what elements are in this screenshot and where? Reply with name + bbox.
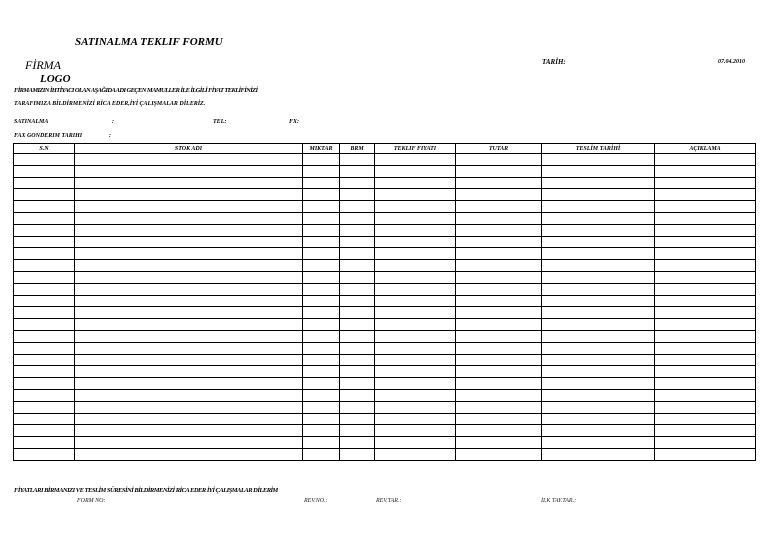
col-header-quantity: MIKTAR xyxy=(303,144,340,154)
table-cell[interactable] xyxy=(75,236,303,248)
table-cell[interactable] xyxy=(375,236,456,248)
table-cell[interactable] xyxy=(14,165,75,177)
table-cell[interactable] xyxy=(75,401,303,413)
table-cell[interactable] xyxy=(456,295,542,307)
table-cell[interactable] xyxy=(14,378,75,390)
table-cell[interactable] xyxy=(303,413,340,425)
table-cell[interactable] xyxy=(456,224,542,236)
table-cell[interactable] xyxy=(375,189,456,201)
table-cell[interactable] xyxy=(75,260,303,272)
table-row xyxy=(14,295,756,307)
table-cell[interactable] xyxy=(14,177,75,189)
table-row xyxy=(14,319,756,331)
form-no-label: FORM NO: xyxy=(77,498,106,504)
table-cell[interactable] xyxy=(655,413,756,425)
table-cell[interactable] xyxy=(340,425,375,437)
table-cell[interactable] xyxy=(340,154,375,166)
col-header-sn: S.N xyxy=(14,144,75,154)
table-cell[interactable] xyxy=(542,283,655,295)
table-cell[interactable] xyxy=(655,342,756,354)
table-cell[interactable] xyxy=(303,189,340,201)
table-cell[interactable] xyxy=(655,236,756,248)
table-cell[interactable] xyxy=(340,378,375,390)
table-cell[interactable] xyxy=(655,319,756,331)
table-cell[interactable] xyxy=(75,154,303,166)
table-cell[interactable] xyxy=(655,212,756,224)
table-row xyxy=(14,330,756,342)
table-row xyxy=(14,413,756,425)
table-cell[interactable] xyxy=(375,271,456,283)
table-cell[interactable] xyxy=(303,236,340,248)
table-cell[interactable] xyxy=(303,319,340,331)
table-cell[interactable] xyxy=(303,271,340,283)
table-cell[interactable] xyxy=(303,330,340,342)
table-cell[interactable] xyxy=(542,437,655,449)
table-cell[interactable] xyxy=(456,342,542,354)
fax-date-label: FAX GONDERIM TARIHI xyxy=(14,133,83,139)
table-row xyxy=(14,177,756,189)
table-cell[interactable] xyxy=(340,319,375,331)
col-header-offer-price: TEKLIF FIYATI xyxy=(375,144,456,154)
table-cell[interactable] xyxy=(75,271,303,283)
table-cell[interactable] xyxy=(75,307,303,319)
table-cell[interactable] xyxy=(303,307,340,319)
table-cell[interactable] xyxy=(375,378,456,390)
table-cell[interactable] xyxy=(542,448,655,460)
table-cell[interactable] xyxy=(456,283,542,295)
table-cell[interactable] xyxy=(75,342,303,354)
table-cell[interactable] xyxy=(655,248,756,260)
table-cell[interactable] xyxy=(303,378,340,390)
table-cell[interactable] xyxy=(340,437,375,449)
table-cell[interactable] xyxy=(655,283,756,295)
table-cell[interactable] xyxy=(456,271,542,283)
table-cell[interactable] xyxy=(75,189,303,201)
table-cell[interactable] xyxy=(542,319,655,331)
col-header-delivery-date: TESLİM TARİHİ xyxy=(542,144,655,154)
table-cell[interactable] xyxy=(303,201,340,213)
table-row xyxy=(14,165,756,177)
form-title: SATINALMA TEKLIF FORMU xyxy=(75,36,223,48)
fax-label: FX: xyxy=(289,119,300,125)
table-cell[interactable] xyxy=(14,342,75,354)
table-cell[interactable] xyxy=(655,271,756,283)
table-cell[interactable] xyxy=(456,330,542,342)
table-cell[interactable] xyxy=(75,413,303,425)
table-cell[interactable] xyxy=(340,283,375,295)
table-cell[interactable] xyxy=(75,366,303,378)
table-cell[interactable] xyxy=(14,366,75,378)
table-cell[interactable] xyxy=(655,165,756,177)
table-cell[interactable] xyxy=(75,437,303,449)
table-row xyxy=(14,248,756,260)
table-row xyxy=(14,189,756,201)
table-cell[interactable] xyxy=(340,201,375,213)
table-cell[interactable] xyxy=(456,319,542,331)
table-cell[interactable] xyxy=(303,212,340,224)
table-cell[interactable] xyxy=(655,224,756,236)
table-cell[interactable] xyxy=(456,165,542,177)
table-cell[interactable] xyxy=(542,236,655,248)
table-cell[interactable] xyxy=(655,448,756,460)
table-cell[interactable] xyxy=(340,248,375,260)
col-header-stock-name: STOK ADI xyxy=(75,144,303,154)
table-cell[interactable] xyxy=(655,354,756,366)
table-cell[interactable] xyxy=(655,437,756,449)
table-row xyxy=(14,354,756,366)
table-cell[interactable] xyxy=(655,378,756,390)
company-name-placeholder: FİRMA xyxy=(25,58,61,72)
table-cell[interactable] xyxy=(655,260,756,272)
table-cell[interactable] xyxy=(14,330,75,342)
table-cell[interactable] xyxy=(303,177,340,189)
table-cell[interactable] xyxy=(303,401,340,413)
rev-date-label: REV.TAR.: xyxy=(376,498,402,504)
table-cell[interactable] xyxy=(340,165,375,177)
table-cell[interactable] xyxy=(456,413,542,425)
table-cell[interactable] xyxy=(340,271,375,283)
table-cell[interactable] xyxy=(75,330,303,342)
table-cell[interactable] xyxy=(75,248,303,260)
table-cell[interactable] xyxy=(375,295,456,307)
table-cell[interactable] xyxy=(14,319,75,331)
table-cell[interactable] xyxy=(14,248,75,260)
table-cell[interactable] xyxy=(456,189,542,201)
table-cell[interactable] xyxy=(655,401,756,413)
table-cell[interactable] xyxy=(14,236,75,248)
purchasing-label: SATINALMA xyxy=(14,119,49,125)
table-cell[interactable] xyxy=(456,389,542,401)
table-cell[interactable] xyxy=(303,260,340,272)
table-cell[interactable] xyxy=(375,212,456,224)
table-cell[interactable] xyxy=(340,307,375,319)
table-cell[interactable] xyxy=(75,224,303,236)
table-cell[interactable] xyxy=(340,236,375,248)
table-cell[interactable] xyxy=(75,389,303,401)
table-cell[interactable] xyxy=(303,165,340,177)
table-cell[interactable] xyxy=(340,330,375,342)
table-cell[interactable] xyxy=(14,437,75,449)
table-cell[interactable] xyxy=(14,307,75,319)
table-row xyxy=(14,378,756,390)
table-cell[interactable] xyxy=(542,413,655,425)
table-cell[interactable] xyxy=(75,201,303,213)
table-cell[interactable] xyxy=(75,354,303,366)
table-cell[interactable] xyxy=(14,413,75,425)
table-cell[interactable] xyxy=(542,401,655,413)
table-cell[interactable] xyxy=(375,177,456,189)
table-cell[interactable] xyxy=(14,448,75,460)
table-cell[interactable] xyxy=(75,319,303,331)
table-cell[interactable] xyxy=(75,378,303,390)
table-cell[interactable] xyxy=(542,165,655,177)
table-cell[interactable] xyxy=(375,307,456,319)
table-cell[interactable] xyxy=(456,437,542,449)
table-cell[interactable] xyxy=(655,389,756,401)
table-cell[interactable] xyxy=(655,366,756,378)
table-cell[interactable] xyxy=(456,307,542,319)
table-cell[interactable] xyxy=(655,154,756,166)
table-cell[interactable] xyxy=(375,413,456,425)
table-cell[interactable] xyxy=(375,283,456,295)
table-cell[interactable] xyxy=(14,283,75,295)
table-cell[interactable] xyxy=(340,224,375,236)
table-cell[interactable] xyxy=(340,295,375,307)
table-cell[interactable] xyxy=(655,425,756,437)
table-cell[interactable] xyxy=(655,307,756,319)
table-cell[interactable] xyxy=(456,212,542,224)
table-cell[interactable] xyxy=(655,201,756,213)
table-cell[interactable] xyxy=(340,212,375,224)
table-cell[interactable] xyxy=(14,224,75,236)
table-cell[interactable] xyxy=(375,448,456,460)
table-row xyxy=(14,236,756,248)
table-cell[interactable] xyxy=(375,319,456,331)
table-row xyxy=(14,201,756,213)
table-cell[interactable] xyxy=(375,165,456,177)
intro-line-1: FİRMAMIZIN İHTİYACI OLAN AŞAĞIDA ADI GEÇEN MAMULLER İLE İLGİLİ FİYAT TEKLİFİNİZİ xyxy=(14,87,258,94)
tel-label: TEL: xyxy=(213,119,227,125)
table-cell[interactable] xyxy=(75,295,303,307)
table-cell[interactable] xyxy=(375,154,456,166)
table-cell[interactable] xyxy=(340,401,375,413)
table-cell[interactable] xyxy=(456,354,542,366)
table-row xyxy=(14,342,756,354)
table-cell[interactable] xyxy=(340,189,375,201)
table-row xyxy=(14,260,756,272)
table-cell[interactable] xyxy=(542,330,655,342)
table-cell[interactable] xyxy=(303,354,340,366)
table-cell[interactable] xyxy=(303,425,340,437)
table-cell[interactable] xyxy=(303,389,340,401)
table-cell[interactable] xyxy=(303,283,340,295)
table-cell[interactable] xyxy=(303,154,340,166)
table-cell[interactable] xyxy=(340,342,375,354)
table-cell[interactable] xyxy=(375,354,456,366)
offer-items-table xyxy=(13,143,756,461)
table-cell[interactable] xyxy=(456,260,542,272)
table-cell[interactable] xyxy=(340,177,375,189)
footer-note: FİYATLARI BİRMANIZI VE TESLİM SÜRESİNİ BİLDİRMENİZİ RİCA EDER İYİ ÇALIŞMALAR DİLERİM xyxy=(14,487,278,494)
table-cell[interactable] xyxy=(303,295,340,307)
table-cell[interactable] xyxy=(542,189,655,201)
table-cell[interactable] xyxy=(655,189,756,201)
table-cell[interactable] xyxy=(340,413,375,425)
table-row xyxy=(14,437,756,449)
table-cell[interactable] xyxy=(542,425,655,437)
table-cell[interactable] xyxy=(542,342,655,354)
table-row xyxy=(14,448,756,460)
table-cell[interactable] xyxy=(14,401,75,413)
table-row xyxy=(14,366,756,378)
table-cell[interactable] xyxy=(542,354,655,366)
table-cell[interactable] xyxy=(456,201,542,213)
table-cell[interactable] xyxy=(542,201,655,213)
table-cell[interactable] xyxy=(456,236,542,248)
table-cell[interactable] xyxy=(14,295,75,307)
table-cell[interactable] xyxy=(14,271,75,283)
table-cell[interactable] xyxy=(375,366,456,378)
table-row xyxy=(14,425,756,437)
table-cell[interactable] xyxy=(542,260,655,272)
table-cell[interactable] xyxy=(14,389,75,401)
date-value: 07.04.2010 xyxy=(718,59,745,65)
table-cell[interactable] xyxy=(375,224,456,236)
rev-no-label: REV.NO.: xyxy=(304,498,328,504)
table-row xyxy=(14,401,756,413)
table-cell[interactable] xyxy=(542,224,655,236)
table-cell[interactable] xyxy=(655,330,756,342)
company-logo-placeholder: LOGO xyxy=(40,73,71,85)
table-cell[interactable] xyxy=(303,366,340,378)
table-cell[interactable] xyxy=(375,389,456,401)
table-cell[interactable] xyxy=(75,448,303,460)
table-cell[interactable] xyxy=(542,177,655,189)
table-cell[interactable] xyxy=(303,448,340,460)
table-header-row xyxy=(14,144,756,154)
table-cell[interactable] xyxy=(456,425,542,437)
table-row xyxy=(14,307,756,319)
table-row xyxy=(14,283,756,295)
table-cell[interactable] xyxy=(456,177,542,189)
table-cell[interactable] xyxy=(375,425,456,437)
table-cell[interactable] xyxy=(75,165,303,177)
table-cell[interactable] xyxy=(542,307,655,319)
table-cell[interactable] xyxy=(75,177,303,189)
table-cell[interactable] xyxy=(303,342,340,354)
table-cell[interactable] xyxy=(542,366,655,378)
table-cell[interactable] xyxy=(542,389,655,401)
table-cell[interactable] xyxy=(542,248,655,260)
table-cell[interactable] xyxy=(456,154,542,166)
table-cell[interactable] xyxy=(655,295,756,307)
table-cell[interactable] xyxy=(14,212,75,224)
table-cell[interactable] xyxy=(456,448,542,460)
first-approval-date-label: İLK TAY.TAR.: xyxy=(541,498,577,504)
table-cell[interactable] xyxy=(456,401,542,413)
table-cell[interactable] xyxy=(340,260,375,272)
table-cell[interactable] xyxy=(542,212,655,224)
table-cell[interactable] xyxy=(303,248,340,260)
table-cell[interactable] xyxy=(303,437,340,449)
fax-date-colon: : xyxy=(109,133,111,139)
table-cell[interactable] xyxy=(14,201,75,213)
table-cell[interactable] xyxy=(375,401,456,413)
table-cell[interactable] xyxy=(14,260,75,272)
table-row xyxy=(14,224,756,236)
table-cell[interactable] xyxy=(375,342,456,354)
table-cell[interactable] xyxy=(375,437,456,449)
purchasing-colon: : xyxy=(112,119,114,125)
table-cell[interactable] xyxy=(456,248,542,260)
table-cell[interactable] xyxy=(14,189,75,201)
table-cell[interactable] xyxy=(542,271,655,283)
table-cell[interactable] xyxy=(456,366,542,378)
table-cell[interactable] xyxy=(75,425,303,437)
table-cell[interactable] xyxy=(75,212,303,224)
table-cell[interactable] xyxy=(375,330,456,342)
table-cell[interactable] xyxy=(655,177,756,189)
table-cell[interactable] xyxy=(542,295,655,307)
table-row xyxy=(14,389,756,401)
table-cell[interactable] xyxy=(14,354,75,366)
date-label: TARİH: xyxy=(542,58,566,66)
table-row xyxy=(14,154,756,166)
intro-line-2: TARAFIMIZA BİLDİRMENİZİ RİCA EDER,İYİ ÇALIŞMALAR DİLERİZ. xyxy=(14,101,206,107)
table-row xyxy=(14,212,756,224)
table-cell[interactable] xyxy=(340,389,375,401)
table-cell[interactable] xyxy=(542,154,655,166)
table-cell[interactable] xyxy=(340,366,375,378)
table-cell[interactable] xyxy=(14,154,75,166)
col-header-amount: TUTAR xyxy=(456,144,542,154)
table-cell[interactable] xyxy=(375,201,456,213)
table-cell[interactable] xyxy=(75,283,303,295)
table-cell[interactable] xyxy=(303,224,340,236)
table-cell[interactable] xyxy=(14,425,75,437)
table-cell[interactable] xyxy=(456,378,542,390)
table-cell[interactable] xyxy=(542,378,655,390)
table-cell[interactable] xyxy=(340,354,375,366)
col-header-description: AÇIKLAMA xyxy=(655,144,756,154)
table-cell[interactable] xyxy=(340,448,375,460)
table-cell[interactable] xyxy=(375,260,456,272)
table-row xyxy=(14,271,756,283)
table-cell[interactable] xyxy=(375,248,456,260)
col-header-unit: BRM xyxy=(340,144,375,154)
